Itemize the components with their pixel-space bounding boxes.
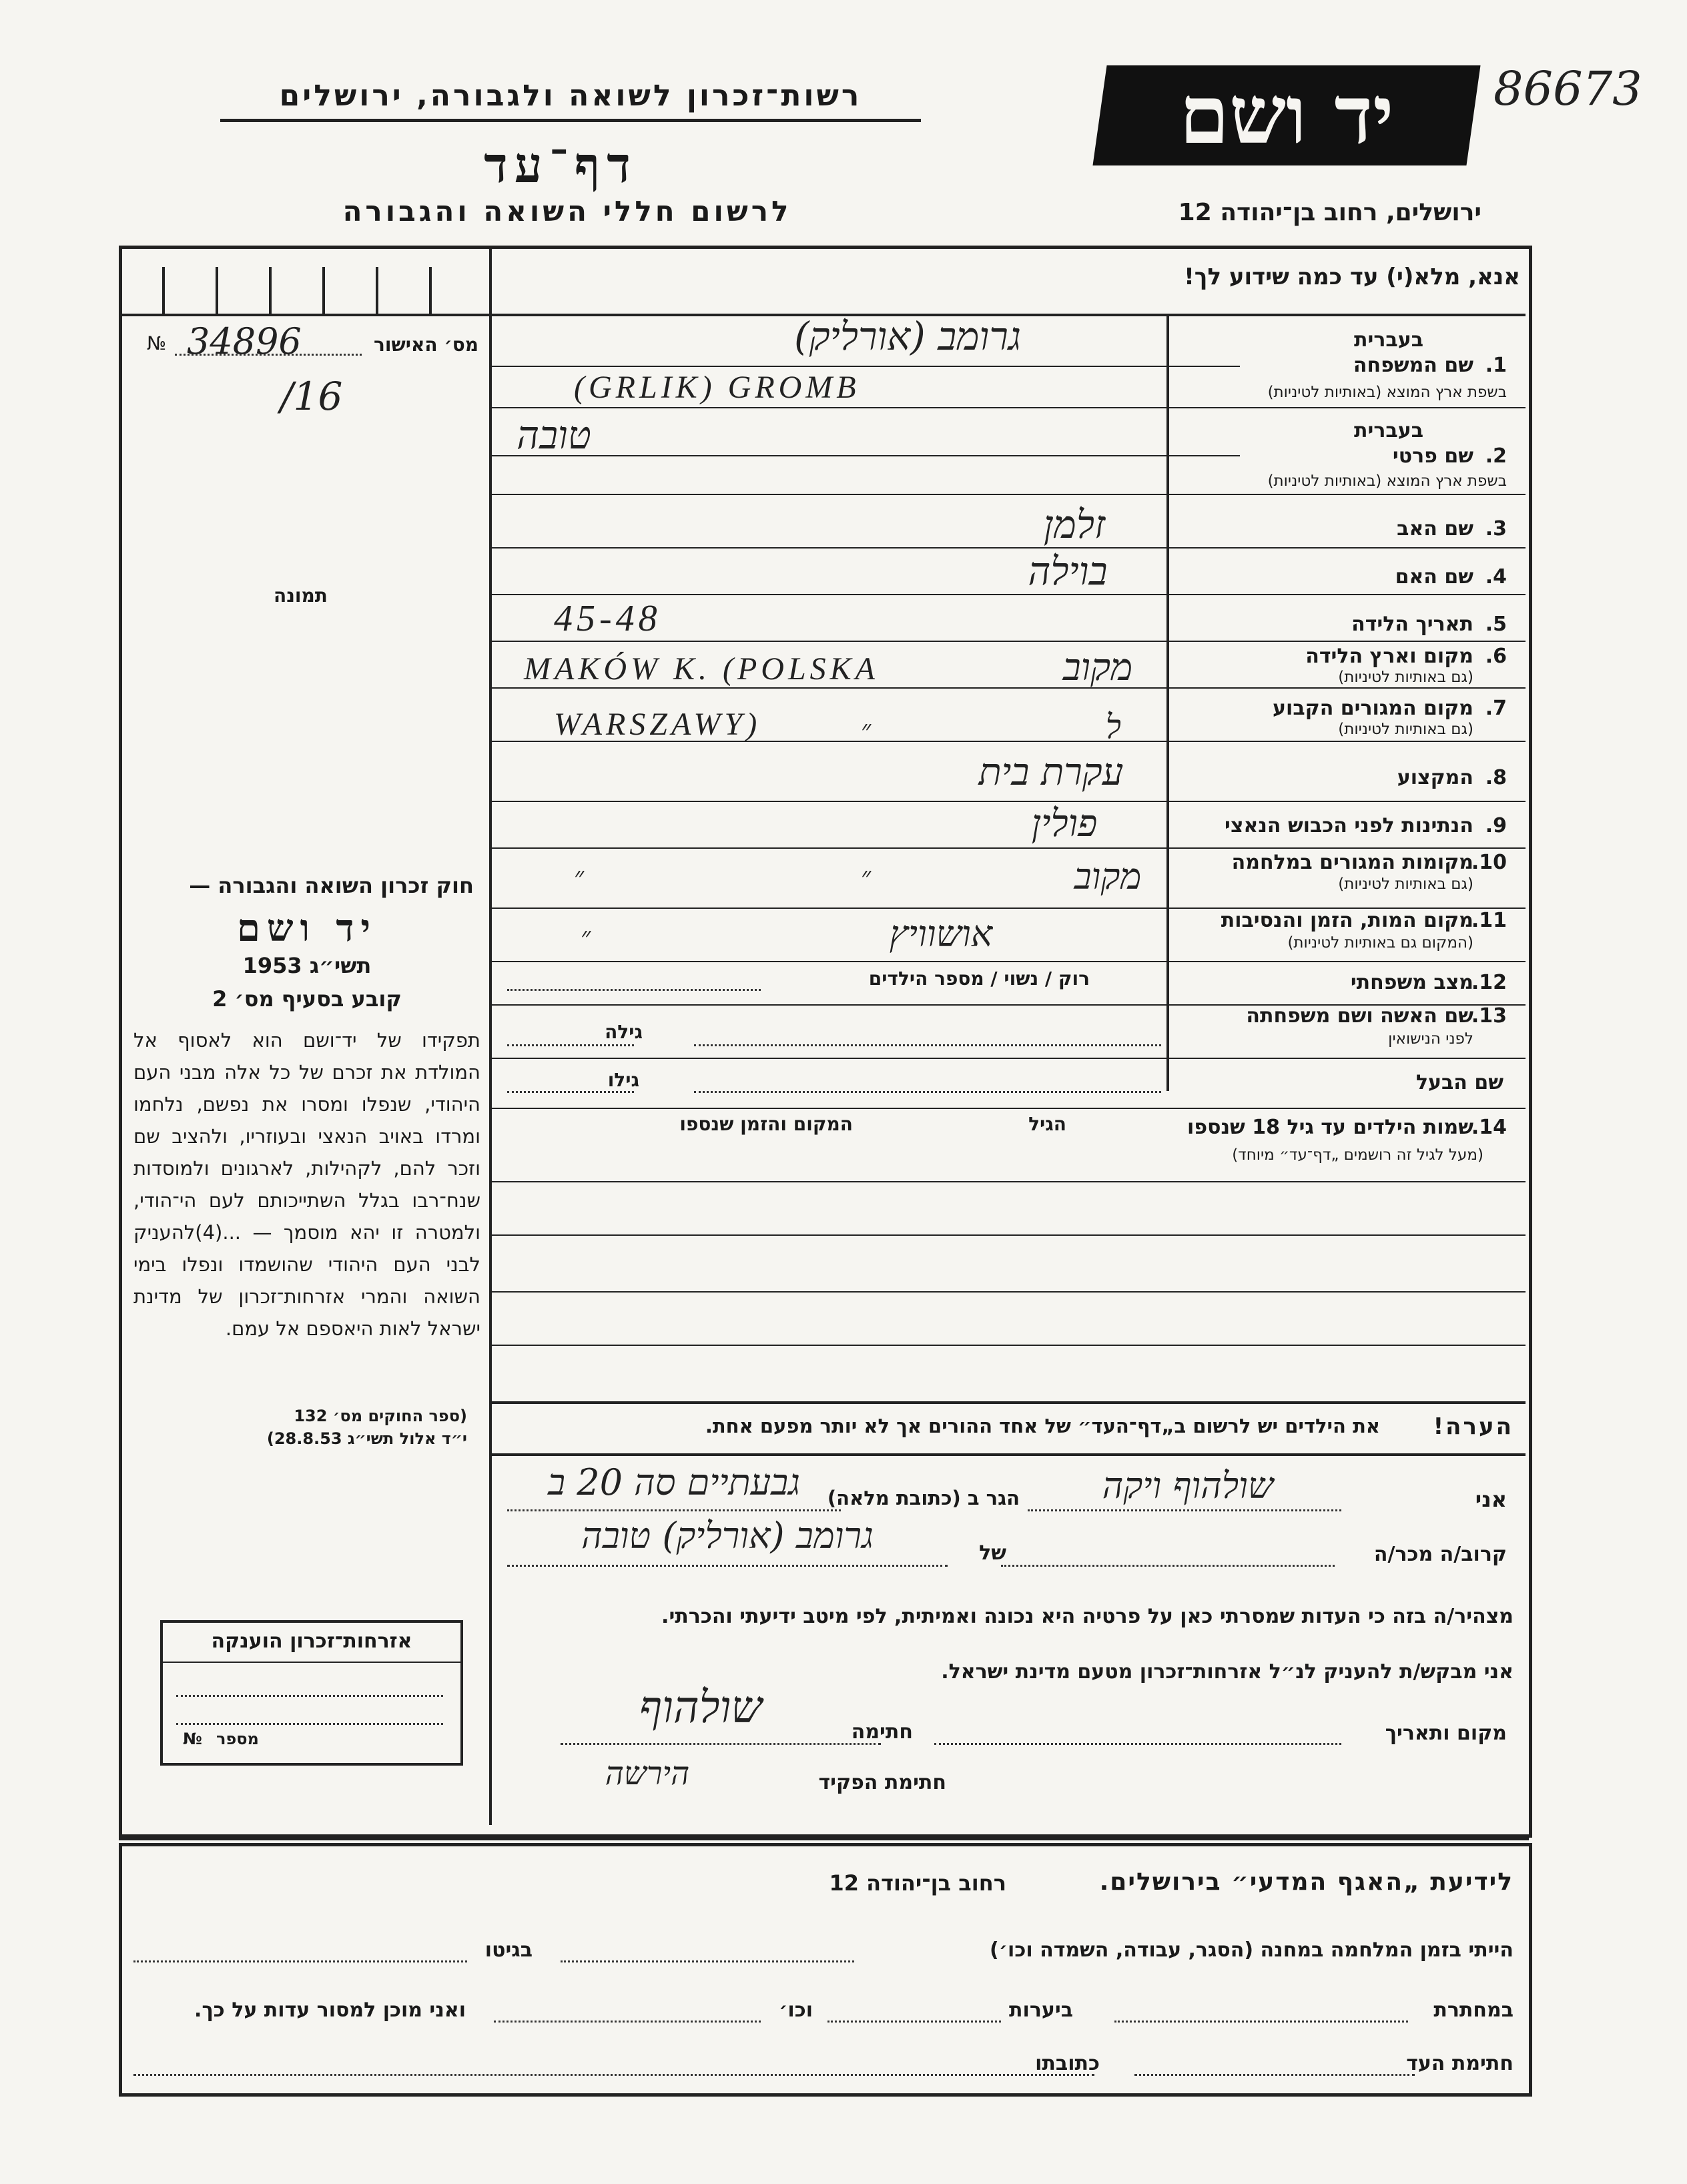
f2-label: שם פרטי xyxy=(1392,444,1473,468)
f1-sub: בשפת ארץ המוצא (באותיות לטיניות) xyxy=(1267,384,1507,401)
f6-value: מקוב xyxy=(1062,646,1133,689)
f4-label: שם האם xyxy=(1395,565,1473,589)
f2-value: טובה xyxy=(517,412,591,458)
f7-value: ל xyxy=(1105,707,1121,746)
form-title: דף־עד xyxy=(484,137,637,194)
f11-label: מקום המות, הזמן והנסיבות xyxy=(1221,909,1473,932)
f7-label: מקום המגורים הקבוע xyxy=(1273,697,1473,720)
citizenship-title: אזרחות־זכרון הוענקה xyxy=(211,1629,412,1653)
f14-num: 14. xyxy=(1471,1116,1507,1139)
f1-value-latin: (GRLIK) GROMB xyxy=(574,370,860,405)
f3-num: 3. xyxy=(1485,517,1507,540)
citizenship-box xyxy=(160,1620,463,1766)
husband-label: שם הבעל xyxy=(1415,1071,1503,1094)
f2-hebrew-tag: בעברית xyxy=(1354,419,1423,442)
f7-num: 7. xyxy=(1485,697,1507,720)
law-source: (ספר החוקים מס׳ 132 xyxy=(294,1407,467,1425)
f8-value: עקרת בית xyxy=(978,751,1124,794)
f1-value: גרומב (אורליק) xyxy=(793,314,1021,359)
f5-num: 5. xyxy=(1485,613,1507,636)
f7-ditto: ״ xyxy=(861,715,872,745)
yad-vashem-logo xyxy=(1092,65,1480,165)
f2-num: 2. xyxy=(1485,444,1507,468)
bottom-etc: וכו׳ xyxy=(779,1998,813,2022)
note-label: הערה! xyxy=(1433,1413,1513,1440)
note-text: את הילדים יש לרשום ב„דף־העד״ של אחד ההורים אך לא יותר מפעם אחת. xyxy=(705,1415,1380,1437)
decl-signature: חתימה xyxy=(851,1720,913,1744)
f12-label: מצב משפחתי xyxy=(1350,971,1473,994)
decl-request: אני מבקש/ת להעניק לנ״ל אזרחות־זכרון מטעם מדינת ישראל. xyxy=(941,1660,1513,1684)
authority-title: רשות־זכרון לשואה ולגבורה, ירושלים xyxy=(279,79,862,113)
f13-sub: לפני הנישואין xyxy=(1388,1030,1473,1048)
f6-value-latin: MAKÓW K. (POLSKA xyxy=(524,651,879,687)
law-title: חוק זכרון השואה והגבורה — xyxy=(189,873,474,898)
header-rule xyxy=(220,119,921,122)
f8-num: 8. xyxy=(1485,766,1507,789)
code-boxes xyxy=(122,254,489,314)
left-column-divider xyxy=(489,248,492,1825)
f10-sub: (גם באותיות לטיניות) xyxy=(1338,875,1473,893)
decl-declare: מצהיר/ה בזה כי העדות שמסרתי כאן על פרטיה היא נכונה ואמיתית, לפי מיטב ידיעתי והכרתי. xyxy=(661,1605,1513,1628)
f14-sub: (מעל לגיל זה רושמים „דף־עד״ מיוחד) xyxy=(1232,1146,1483,1164)
clerk-sig-value: הירשה xyxy=(605,1755,690,1792)
bottom-forests: ביערות xyxy=(1009,1998,1073,2022)
f9-value: פולין xyxy=(1031,802,1098,845)
citizenship-no-symbol: № xyxy=(183,1730,202,1748)
f10-num: 10. xyxy=(1471,851,1507,874)
approval-label: מס׳ האישור xyxy=(374,334,479,356)
f6-label: מקום וארץ הלידה xyxy=(1305,645,1473,668)
of-value: גרומב (אורליק) טובה xyxy=(581,1515,874,1557)
f6-num: 6. xyxy=(1485,645,1507,668)
bottom-ready: ואני מוכן למסור עדות על כך. xyxy=(194,1998,466,2022)
f10-value: מקוב xyxy=(1074,855,1142,897)
children-col-place: המקום והזמן שנספו xyxy=(679,1113,853,1135)
f3-label: שם האב xyxy=(1397,517,1473,540)
bottom-witness-sig: חתימת העד xyxy=(1406,2052,1513,2075)
f1-num: 1. xyxy=(1485,354,1507,377)
decl-resides: הגר ב (כתובת מלאה) xyxy=(827,1487,1020,1509)
decl-relative: קרוב/ה מכר/ה xyxy=(1373,1543,1507,1566)
witness-name: שולהוף ויקה xyxy=(1102,1465,1274,1507)
bottom-address: רחוב בן־יהודה 12 xyxy=(829,1870,1006,1896)
f5-label: תאריך הלידה xyxy=(1351,613,1473,636)
bottom-line1: הייתי בזמן המלחמה במחנה (הסגר, עבודה, השמדה וכו׳) xyxy=(990,1938,1513,1962)
approval-suffix: /16 xyxy=(280,374,343,419)
f13-label: שם האשה ושם משפחתה xyxy=(1246,1004,1473,1028)
children-col-age: הגיל xyxy=(1028,1113,1066,1135)
form-subtitle: לרשום חללי השואה והגבורה xyxy=(342,195,792,228)
decl-of: של xyxy=(979,1541,1006,1565)
law-year: תשי״ג 1953 xyxy=(242,953,372,978)
f7-sub: (גם באותיות לטיניות) xyxy=(1338,721,1473,738)
f3-value: זלמן xyxy=(1043,502,1106,547)
f11-sub: (המקום גם באותיות לטיניות) xyxy=(1287,934,1473,952)
f12-options: רוק / נשוי / מספר הילדים xyxy=(868,968,1090,990)
signature-value: שולהוף xyxy=(639,1682,763,1733)
f13-age-label: גילה xyxy=(605,1021,643,1043)
bottom-ghetto: בגיטו xyxy=(484,1938,533,1962)
citizenship-number-label: מספר xyxy=(216,1730,259,1748)
no-symbol: № xyxy=(147,332,167,354)
f1-label: שם המשפחה xyxy=(1353,354,1473,377)
law-source-date: י״ד אלול תשי״ג 28.8.53) xyxy=(266,1429,467,1448)
f7-value-latin: WARSZAWY) xyxy=(554,707,761,742)
photo-label: תמונה xyxy=(274,585,328,607)
f11-ditto: ״ xyxy=(581,922,591,952)
f10-ditto-2: ״ xyxy=(861,861,872,892)
f13-num: 13. xyxy=(1471,1004,1507,1028)
f5-value: 45-48 xyxy=(554,598,661,639)
f9-label: הנתינות לפני הכבוש הנאצי xyxy=(1225,814,1473,837)
f6-sub: (גם באותיות לטיניות) xyxy=(1338,669,1473,686)
f9-num: 9. xyxy=(1485,814,1507,837)
f4-value: בוילה xyxy=(1028,549,1108,594)
logo-text: יד ושם xyxy=(1179,68,1394,162)
law-org: יד ושם xyxy=(236,906,378,950)
witness-address: גבעתיים סה 20 ב xyxy=(548,1461,800,1503)
husband-age-label: גילו xyxy=(607,1069,639,1091)
f4-num: 4. xyxy=(1485,565,1507,589)
f10-ditto-1: ״ xyxy=(574,861,585,892)
f1-hebrew-tag: בעברית xyxy=(1354,328,1423,352)
law-body: תפקידו של יד־ושם הוא לאסוף אל המולדת את זכרם של כל אלה מבני העם היהודי, שנפלו ומסרו את נפשם, נלחמו ומרדו באויב הנאצי ובעוזריו, ולהציב שם וזכר להם, לקהילות, לארגונים ולמוסדות שנח־רבו בגלל השתייכותם לעם הי־הודי, ולמטרה זו יהא מוסמך — ...(4)להעניק לבני העם היהודי שהושמדו ונפלו בימי השואה והמרי אזרחות־זכרון של מדינת ישראל לאות היאספם אל עמם. xyxy=(133,1029,480,1340)
f11-value: אושוויץ xyxy=(889,913,993,955)
f12-num: 12. xyxy=(1471,971,1507,994)
f14-label: שמות הילדים עד גיל 18 שנספו xyxy=(1187,1116,1473,1139)
label-column-divider xyxy=(1166,314,1169,1091)
address-header: ירושלים, רחוב בן־יהודה 12 xyxy=(1178,199,1481,226)
bottom-hiding: במחתרת xyxy=(1433,1998,1513,2022)
decl-place-date: מקום ותאריך xyxy=(1385,1722,1507,1745)
f8-label: המקצוע xyxy=(1397,766,1473,789)
archive-number: 86673 xyxy=(1493,61,1642,116)
approval-number: 34896 xyxy=(187,320,302,362)
law-clause: קובע בסעיף מס׳ 2 xyxy=(212,986,402,1012)
decl-clerk-sig: חתימת הפקיד xyxy=(818,1771,946,1794)
intro-text: אנא, מלא(י) עד כמה שידוע לך! xyxy=(1184,264,1520,290)
bottom-address-label: כתובתו xyxy=(1035,2052,1100,2075)
f10-label: מקומות המגורים במלחמה xyxy=(1231,851,1473,874)
f11-num: 11. xyxy=(1471,909,1507,932)
f2-sub: בשפת ארץ המוצא (באותיות לטיניות) xyxy=(1267,472,1507,490)
decl-ani: אני xyxy=(1475,1487,1507,1512)
bottom-title: לידיעת „האגף המדעי״ בירושלים. xyxy=(1099,1868,1513,1896)
